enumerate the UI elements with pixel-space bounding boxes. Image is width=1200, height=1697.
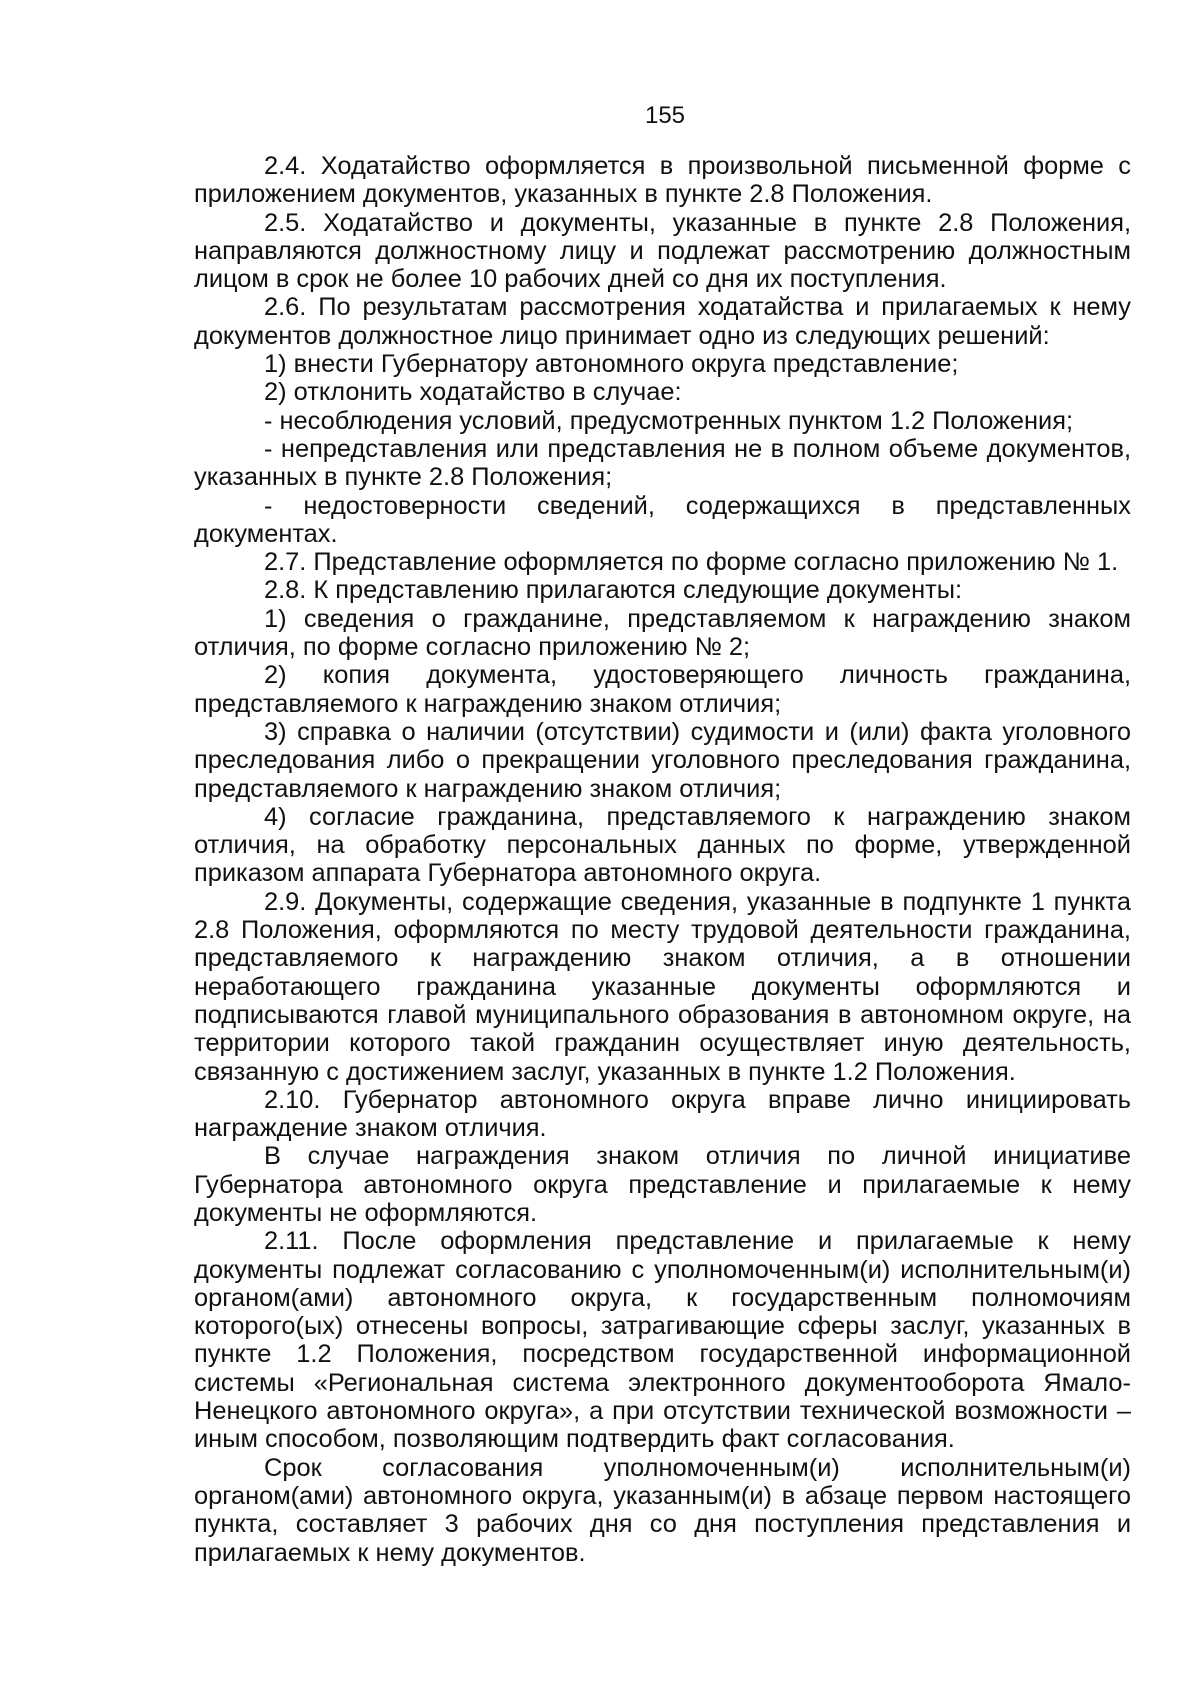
paragraph-2-9: 2.9. Документы, содержащие сведения, указанные в подпункте 1 пункта 2.8 Положения, оформляются по месту трудовой деятельности гражданина, представляемого к награждению знаком отличия, а в отношении неработающего гражданина указанные документы оформляются и подписываются главой муниципального образования в автономном округе, на территории которого такой гражданин осуществляет иную деятельность, связанную с достижением заслуг, указанных в пункте 1.2 Положения. — [194, 887, 1131, 1086]
paragraph-2-6-item-2-dash-1: - несоблюдения условий, предусмотренных пунктом 1.2 Положения; — [264, 406, 1074, 435]
paragraph-2-6-item-2-dash-3: - недостоверности сведений, содержащихся в представленных документах. — [194, 491, 1131, 548]
paragraph-2-10: 2.10. Губернатор автономного округа вправе лично инициировать награждение знаком отличия. — [194, 1085, 1131, 1143]
paragraph-2-10-note: В случае награждения знаком отличия по личной инициативе Губернатора автономного округа представление и прилагаемые к нему документы не оформляются. — [194, 1142, 1131, 1227]
paragraph-2-8-item-4: 4) согласие гражданина, представляемого к награждению знаком отличия, на обработку персональных данных по форме, утвержденной приказом аппарата Губернатора автономного округа. — [194, 802, 1131, 888]
paragraph-2-4: 2.4. Ходатайство оформляется в произвольной письменной форме с приложением документов, указанных в пункте 2.8 Положения. — [194, 152, 1131, 209]
paragraph-2-6-item-1: 1) внести Губернатору автономного округа представление; — [264, 350, 959, 379]
paragraph-2-5: 2.5. Ходатайство и документы, указанные в пункте 2.8 Положения, направляются должностному лицу и подлежат рассмотрению должностным лицом в срок не более 10 рабочих дней со дня их поступления. — [194, 208, 1131, 294]
document-body — [194, 152, 1131, 1567]
paragraph-2-6-item-2-dash-2: - непредставления или представления не в полном объеме документов, указанных в пункте 2.8 Положения; — [194, 434, 1131, 492]
paragraph-2-7: 2.7. Представление оформляется по форме согласно приложению № 1. — [264, 548, 1119, 577]
paragraph-2-8-item-1: 1) сведения о гражданине, представляемом к награждению знаком отличия, по форме согласно приложению № 2; — [194, 604, 1131, 662]
paragraph-2-8: 2.8. К представлению прилагаются следующие документы: — [264, 576, 963, 605]
page-number: 155 — [644, 102, 686, 129]
paragraph-2-6-item-2: 2) отклонить ходатайство в случае: — [264, 378, 682, 407]
paragraph-2-8-item-2: 2) копия документа, удостоверяющего личность гражданина, представляемого к награждению знаком отличия; — [194, 661, 1131, 718]
paragraph-2-8-item-3: 3) справка о наличии (отсутствии) судимости и (или) факта уголовного преследования либо о прекращении уголовного преследования гражданина, представляемого к награждению знаком отличия; — [194, 717, 1131, 803]
paragraph-2-6: 2.6. По результатам рассмотрения ходатайства и прилагаемых к нему документов должностное лицо принимает одно из следующих решений: — [194, 293, 1131, 350]
paragraph-2-11-term: Срок согласования уполномоченным(и) исполнительным(и) органом(ами) автономного округа, указанным(и) в абзаце первом настоящего пункта, составляет 3 рабочих дня со дня поступления представления и прилагаемых к нему документов. — [194, 1453, 1131, 1567]
paragraph-2-11: 2.11. После оформления представление и прилагаемые к нему документы подлежат согласованию с уполномоченным(и) исполнительным(и) органом(ами) автономного округа, к государственным полномочиям которого(ых) отнесены вопросы, затрагивающие сферы заслуг, указанных в пункте 1.2 Положения, посредством государственной информационной системы «Региональная система электронного документооборота Ямало-Ненецкого автономного округа», а при отсутствии технической возможности – иным способом, позволяющим подтвердить факт согласования. — [194, 1227, 1131, 1454]
